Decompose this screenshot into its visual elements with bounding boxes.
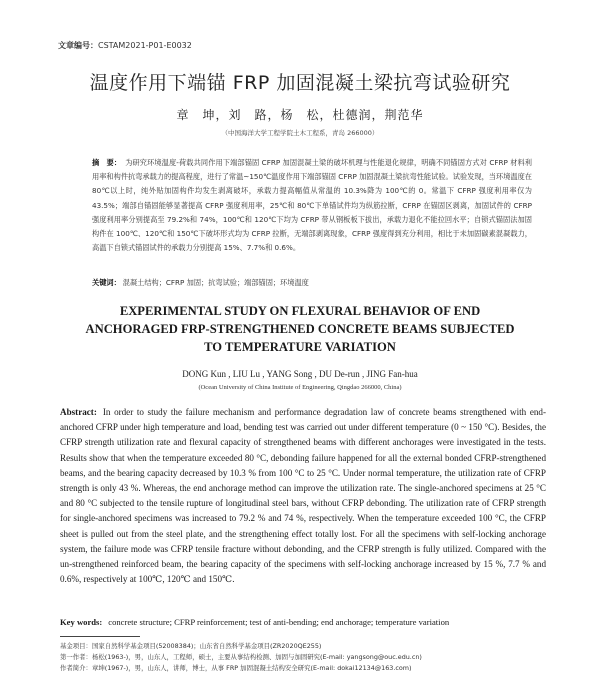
footnote-author-2: 作者简介：章坤(1967-)，男，山东人，讲师，博士，从事 FRP 加固混凝土结构安全研究(E-mail: dokai12134@163.com) bbox=[60, 664, 412, 672]
article-number-value: CSTAM2021-P01-E0032 bbox=[98, 41, 192, 50]
footnote-divider bbox=[60, 636, 140, 637]
chinese-abstract-label: 摘 要： bbox=[92, 158, 122, 167]
english-abstract-label: Abstract: bbox=[60, 407, 97, 417]
english-abstract bbox=[60, 405, 546, 587]
chinese-abstract-text: 为研究环境温度-荷载共同作用下端部锚固 CFRP 加固混凝土梁的破坏机理与性能退化规律，明确不同锚固方式对 CFRP 材料利用率和构件抗弯承载力的提高程度，进行了常温~150℃温度作用下端部锚固 CFRP 加固混凝土梁抗弯性能试验。试验发现，当环境温度在 80℃以上时，纯外贴加固构件均发生剥离破坏，承载力提高幅值从常温的 10.3%降为 100℃的 0。常温下 CFRP 强度利用率仅为 43.5%；端部自锚固能够显著提高 CFRP 强度利用率，25℃和 80℃下单锚试件均为纵筋拉断，CFRP 在锚固区剥离，加固试件的 CFRP 强度利用率分别提高至 79.2%和 74%，100℃和 120℃下均为 CFRP 带从钢板板下拔出，承载力退化不能拉回水平；自锁式锚固法加固构件在 100℃、120℃和 150℃下破坏形式均为 CFRP 拉断，无端部剥离现象，CFRP 强度得到充分利用，相比于未加固碳素混凝载力，高温下自锁式锚固试件的承载力分别提高 15%、7.7%和 0.6%。 bbox=[92, 158, 532, 253]
chinese-keywords bbox=[92, 278, 532, 288]
chinese-authors: 章 坤，刘 路，杨 松，杜德润，荆范华 bbox=[176, 108, 424, 122]
english-authors: DONG Kun , LIU Lu , YANG Song , DU De-run , JING Fan-hua bbox=[182, 369, 418, 379]
footnote-fund: 基金项目：国家自然科学基金项目(52008384)；山东省自然科学基金项目(ZR2020QE255) bbox=[60, 642, 322, 650]
english-title-line-3: TO TEMPERATURE VARIATION bbox=[204, 340, 396, 354]
chinese-keywords-text: 混凝土结构；CFRP 加固；抗弯试验；端部锚固；环境温度 bbox=[122, 278, 309, 287]
english-title-line-2: ANCHORAGED FRP-STRENGTHENED CONCRETE BEAMS SUBJECTED bbox=[85, 322, 515, 336]
chinese-affiliation: （中国海洋大学工程学院土木工程系，青岛 266000） bbox=[221, 129, 379, 137]
english-title bbox=[40, 302, 560, 356]
english-keywords-label: Key words: bbox=[60, 617, 103, 627]
article-number bbox=[58, 40, 192, 51]
article-number-label: 文章编号： bbox=[58, 41, 98, 50]
chinese-title: 温度作用下端锚 FRP 加固混凝土梁抗弯试验研究 bbox=[89, 72, 511, 94]
chinese-abstract bbox=[92, 156, 532, 255]
english-abstract-text: In order to study the failure mechanism and performance degradation law of concrete beams strengthened with end-anchored CFRP under high temperature and load, bending test was carried out under different temperature (0 ~ 150 °C). Besides, the CFRP strength utilization rate and flexural capacity of strengthened beams with different anchorages were investigated in the tests. Results show that when the temperature exceeded 80 °C, debonding failure happened for all the external bonded CFRP-strengthened beams, and the bearing capacity decreased by 10.3 % from 100 °C to 25 °C. Under normal temperature, the utilization rate of CFRP strength is only 43 %. Whereas, the end anchorage method can improve the utilization rate. The single-anchored specimens at 25 °C and 80 °C subjected to the tensile rupture of longitudinal steel bars, without CFRP debonding. The utilization rate of CFRP strength for single-anchored specimens was increased to 79.2 % and 74 %, respectively. When the temperature exceeded 100 °C, the CFRP sheet is pulled out from the steel plate, and the strengthening effect totally lost. For all the specimens with self-locking anchorage system, the failure mode was CFRP tensile fracture without debonding, and the CFRP strength is fully utilized. Compared with the un-strengthened reinforced beam, the bearing capacity of the specimens with self-locking anchorage increased by 15 %, 7.7 % and 0.6%, respectively at 100℃, 120℃ and 150℃. bbox=[60, 407, 546, 585]
english-title-line-1: EXPERIMENTAL STUDY ON FLEXURAL BEHAVIOR OF END bbox=[119, 304, 481, 318]
english-keywords bbox=[60, 617, 560, 627]
footnotes bbox=[60, 641, 560, 674]
chinese-keywords-label: 关键词： bbox=[92, 278, 121, 287]
english-affiliation: (Ocean University of China Institute of Engineering, Qingdao 266000, China) bbox=[198, 384, 402, 391]
english-keywords-text: concrete structure; CFRP reinforcement; test of anti-bending; end anchorage; temperature variation bbox=[108, 617, 450, 627]
footnote-author-1: 第一作者：杨松(1963-)，男，山东人，工程师，硕士，主要从事结构检测、加固与加固研究(E-mail: yangsong@ouc.edu.cn) bbox=[60, 653, 422, 661]
